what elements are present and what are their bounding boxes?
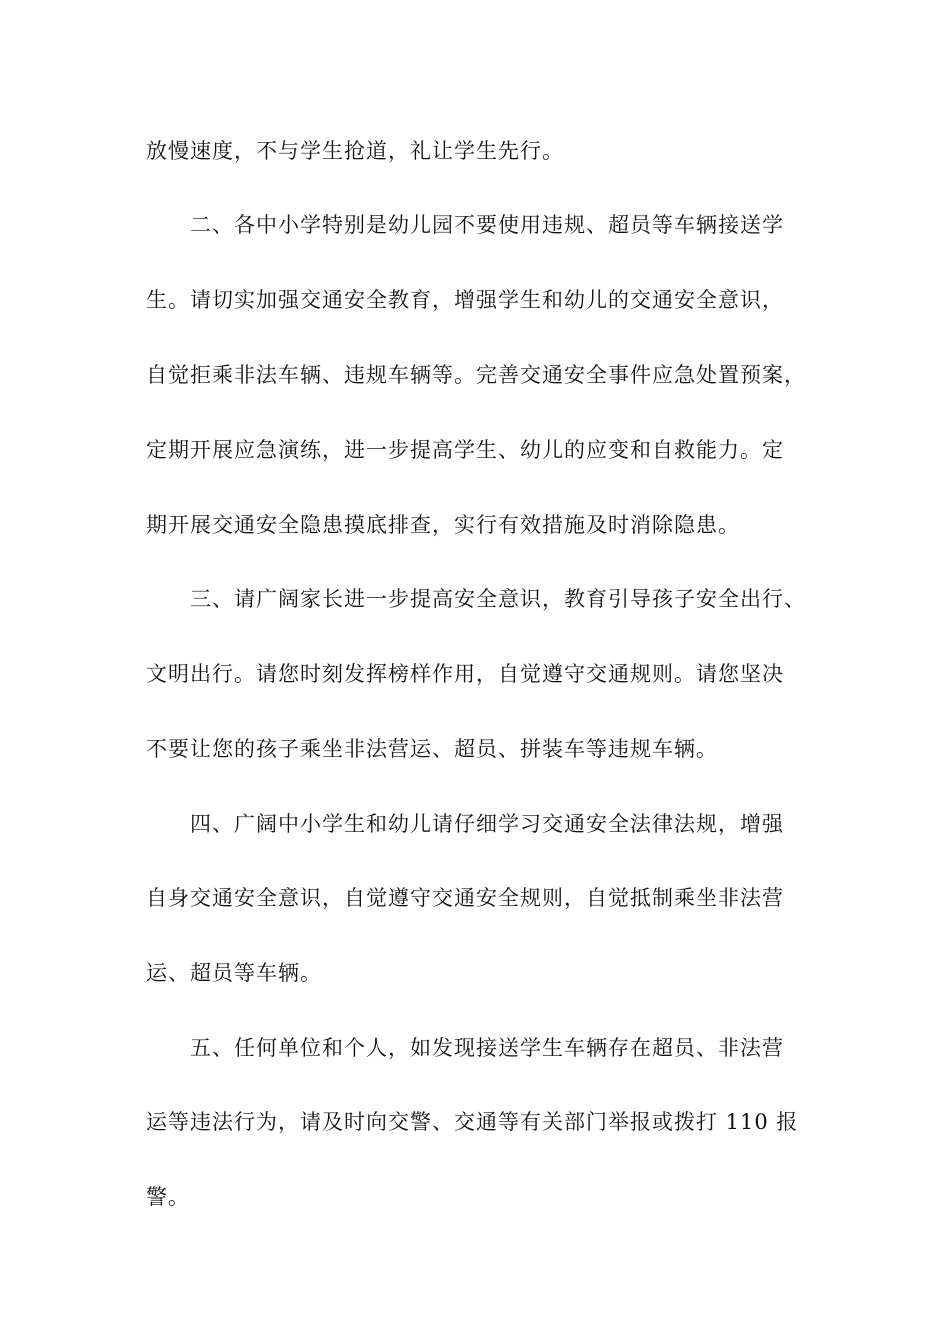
- text-line: 自觉拒乘非法车辆、违规车辆等。完善交通安全事件应急处置预案，: [146, 363, 806, 387]
- text-line: 不要让您的孩子乘坐非法营运、超员、拼装车等违规车辆。: [146, 737, 718, 761]
- text-line: 文明出行。请您时刻发挥榜样作用，自觉遵守交通规则。请您坚决: [146, 662, 784, 686]
- text-line: 警。: [146, 1185, 190, 1209]
- text-line: 期开展交通安全隐患摸底排查，实行有效措施及时消除隐患。: [146, 513, 740, 537]
- text-line: 自身交通安全意识，自觉遵守交通安全规则，自觉抵制乘坐非法营: [146, 886, 784, 910]
- text-line: 放慢速度，不与学生抢道，礼让学生先行。: [146, 139, 564, 163]
- paragraph-3-line-1: 三、请广阔家长进一步提高安全意识，教育引导孩子安全出行、: [190, 587, 806, 611]
- paragraph-5-line-1: 五、任何单位和个人，如发现接送学生车辆存在超员、非法营: [190, 1036, 784, 1060]
- text-line: 运、超员等车辆。: [146, 961, 322, 985]
- paragraph-2-line-1: 二、各中小学特别是幼儿园不要使用违规、超员等车辆接送学: [190, 213, 784, 237]
- text-line: 定期开展应急演练，进一步提高学生、幼儿的应变和自救能力。定: [146, 438, 784, 462]
- text-line: 生。请切实加强交通安全教育，增强学生和幼儿的交通安全意识，: [146, 288, 784, 312]
- text-line: 运等违法行为，请及时向交警、交通等有关部门举报或拨打 110 报: [146, 1110, 799, 1134]
- paragraph-4-line-1: 四、广阔中小学生和幼儿请仔细学习交通安全法律法规，增强: [190, 812, 784, 836]
